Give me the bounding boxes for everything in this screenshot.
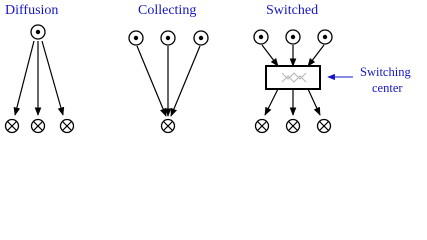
switched-panel <box>254 30 411 133</box>
source-node-icon <box>31 25 45 39</box>
diffusion-title: Diffusion <box>5 3 59 18</box>
source-node-icon <box>161 31 175 45</box>
switched-out-edge-3 <box>308 89 320 115</box>
source-node-icon <box>129 31 143 45</box>
switched-out-edge-1 <box>265 89 278 115</box>
source-node-icon <box>318 30 332 44</box>
diffusion-edge-1 <box>15 41 34 115</box>
sink-node-icon <box>162 120 175 133</box>
sink-node-icon <box>61 120 74 133</box>
switched-title: Switched <box>266 3 319 18</box>
source-node-icon <box>194 31 208 45</box>
diffusion-edge-3 <box>42 41 63 115</box>
sink-node-icon <box>287 120 300 133</box>
switching-center-box <box>266 66 320 89</box>
source-node-icon <box>286 30 300 44</box>
collecting-title: Collecting <box>138 3 197 18</box>
switching-center-label-line2: center <box>372 81 403 95</box>
switched-in-edge-1 <box>262 45 278 66</box>
collecting-edge-3 <box>171 46 200 116</box>
sink-node-icon <box>256 120 269 133</box>
sink-node-icon <box>318 120 331 133</box>
sink-node-icon <box>6 120 19 133</box>
collecting-edge-1 <box>137 46 166 116</box>
sink-node-icon <box>32 120 45 133</box>
switching-center-label-line1: Switching <box>360 65 411 79</box>
source-node-icon <box>254 30 268 44</box>
switched-in-edge-3 <box>308 45 324 66</box>
diffusion-panel <box>6 25 74 133</box>
collecting-panel <box>129 31 208 133</box>
